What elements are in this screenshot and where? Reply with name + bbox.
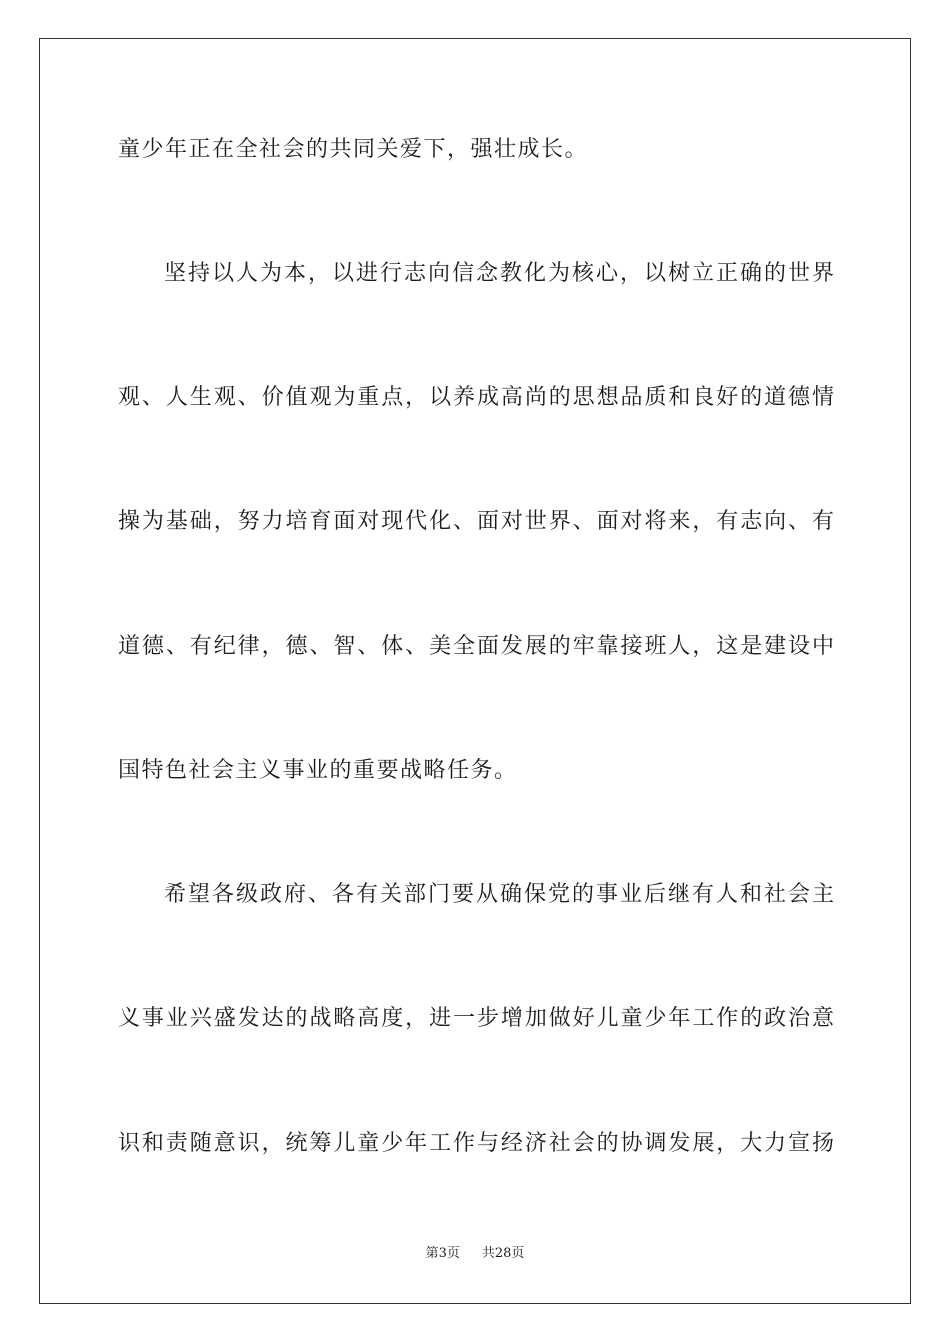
text-line-8: 义事业兴盛发达的战略高度，进一步增加做好儿童少年工作的政治意 (118, 1006, 834, 1031)
page-border (39, 38, 911, 1304)
text-line-1: 童少年正在全社会的共同关爱下，强壮成长。 (118, 137, 589, 162)
page-total: 共28页 (481, 1246, 525, 1261)
text-line-7: 希望各级政府、各有关部门要从确保党的事业后继有人和社会主 (164, 882, 834, 907)
page-footer (0, 1245, 950, 1263)
text-line-3: 观、人生观、价值观为重点，以养成高尚的思想品质和良好的道德情 (118, 385, 834, 410)
page-number: 第3页 (425, 1246, 460, 1261)
text-line-2: 坚持以人为本，以进行志向信念教化为核心，以树立正确的世界 (164, 261, 834, 286)
text-line-5: 道德、有纪律，德、智、体、美全面发展的牢靠接班人，这是建设中 (118, 634, 834, 659)
text-line-6: 国特色社会主义事业的重要战略任务。 (118, 758, 518, 783)
text-line-4: 操为基础，努力培育面对现代化、面对世界、面对将来，有志向、有 (118, 509, 834, 534)
text-line-9: 识和责随意识，统筹儿童少年工作与经济社会的协调发展，大力宣扬 (118, 1131, 834, 1156)
